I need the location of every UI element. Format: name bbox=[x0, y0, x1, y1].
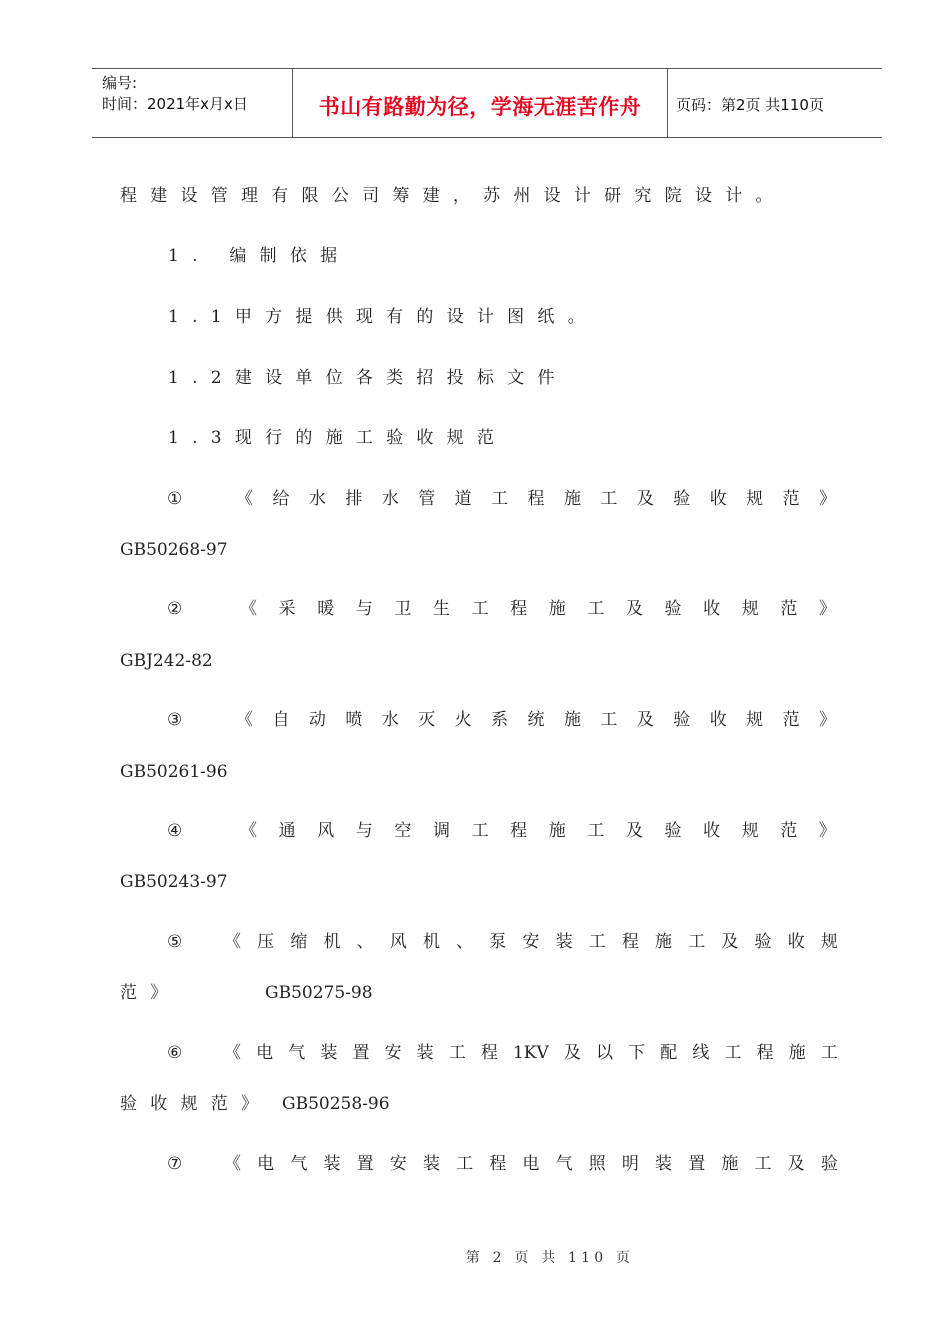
document-number-label: 编号: bbox=[102, 74, 138, 92]
list-marker: ⑦ bbox=[167, 1154, 183, 1174]
list-marker: ④ bbox=[167, 821, 183, 841]
text-char: 与 bbox=[355, 599, 373, 619]
text-char: 安 bbox=[522, 932, 540, 952]
text-char: 程 bbox=[756, 1043, 774, 1063]
text-char: 风 bbox=[317, 821, 335, 841]
text-char: 暖 bbox=[317, 599, 335, 619]
text-char: 明 bbox=[621, 1154, 639, 1174]
text-char: 火 bbox=[454, 710, 472, 730]
text-char: 缩 bbox=[290, 932, 308, 952]
text-char: 工 bbox=[448, 1043, 466, 1063]
page-footer bbox=[0, 1247, 950, 1267]
text-char: 置 bbox=[688, 1154, 706, 1174]
text-char: 排 bbox=[345, 489, 363, 509]
text-char: 《 bbox=[236, 489, 253, 509]
section-1-2: 1.2建设单位各类招投标文件 bbox=[168, 368, 568, 388]
text-char: 灭 bbox=[418, 710, 436, 730]
text-char: 装 bbox=[320, 1043, 338, 1063]
text-char: 收 bbox=[703, 821, 721, 841]
text-char: 与 bbox=[355, 821, 373, 841]
text-char: 工 bbox=[471, 599, 489, 619]
header-meta-cell bbox=[92, 69, 292, 137]
text-char: 《 bbox=[240, 599, 257, 619]
text-char: 、 bbox=[356, 932, 374, 952]
text-char: 置 bbox=[352, 1043, 370, 1063]
text-char: 《 bbox=[224, 932, 241, 952]
text-char: 生 bbox=[432, 599, 450, 619]
text-char: 程 bbox=[480, 1043, 498, 1063]
text-char: 采 bbox=[278, 599, 296, 619]
text-char: 施 bbox=[548, 599, 566, 619]
text-char: 规 bbox=[746, 489, 764, 509]
text-char: 程 bbox=[489, 1154, 507, 1174]
text-char: 工 bbox=[587, 599, 605, 619]
text-char: 验 bbox=[673, 489, 691, 509]
text-char: 泵 bbox=[489, 932, 507, 952]
text-char: 收 bbox=[709, 489, 727, 509]
text-char: 水 bbox=[308, 489, 326, 509]
text-char: 装 bbox=[323, 1154, 341, 1174]
text-char: 验 bbox=[664, 821, 682, 841]
text-char: 工 bbox=[820, 1043, 838, 1063]
text-char: 施 bbox=[563, 710, 581, 730]
text-char: 施 bbox=[548, 821, 566, 841]
text-char: 规 bbox=[820, 932, 838, 952]
text-char: 工 bbox=[600, 710, 618, 730]
list-item-text bbox=[240, 598, 836, 620]
list-marker: ⑤ bbox=[167, 932, 183, 952]
text-char: 施 bbox=[655, 932, 673, 952]
text-char: 工 bbox=[600, 489, 618, 509]
standard-code: GB50243-97 bbox=[120, 872, 228, 892]
standard-code: GB50258-96 bbox=[282, 1094, 390, 1114]
text-char: 程 bbox=[527, 489, 545, 509]
text-char: 系 bbox=[491, 710, 509, 730]
text-char: 装 bbox=[655, 1154, 673, 1174]
text-char: 及 bbox=[636, 710, 654, 730]
body-line-intro: 程建设管理有限公司筹建，苏州设计研究院设计。 bbox=[120, 186, 786, 206]
text-char: 装 bbox=[416, 1043, 434, 1063]
text-char: 安 bbox=[384, 1043, 402, 1063]
text-char: 及 bbox=[636, 489, 654, 509]
text-char: 动 bbox=[308, 710, 326, 730]
text-char: 装 bbox=[422, 1154, 440, 1174]
text-char: 电 bbox=[257, 1154, 275, 1174]
standard-code: GBJ242-82 bbox=[120, 651, 213, 671]
document-time-label: 时间：2021年x月x日 bbox=[102, 95, 248, 113]
text-char: 规 bbox=[746, 710, 764, 730]
text-char: 照 bbox=[588, 1154, 606, 1174]
text-char: 收 bbox=[709, 710, 727, 730]
list-marker: ⑥ bbox=[167, 1043, 183, 1063]
text-char: 机 bbox=[422, 932, 440, 952]
list-item-continuation: 验收规范》 bbox=[120, 1094, 272, 1114]
text-char: 卫 bbox=[394, 599, 412, 619]
text-char: 给 bbox=[272, 489, 290, 509]
text-char: 施 bbox=[788, 1043, 806, 1063]
list-marker: ② bbox=[167, 599, 183, 619]
text-char: 范 bbox=[780, 599, 798, 619]
text-char: 及 bbox=[721, 932, 739, 952]
list-marker: ① bbox=[167, 489, 183, 509]
section-heading-basis: 1. 编制依据 bbox=[168, 246, 351, 266]
text-char: 统 bbox=[527, 710, 545, 730]
text-char: 压 bbox=[257, 932, 275, 952]
standard-code: GB50261-96 bbox=[120, 762, 228, 782]
document-header bbox=[92, 68, 882, 138]
header-motto-cell bbox=[292, 69, 668, 137]
text-char: 《 bbox=[236, 710, 253, 730]
text-char: 工 bbox=[471, 821, 489, 841]
text-char: 风 bbox=[389, 932, 407, 952]
text-char: 收 bbox=[787, 932, 805, 952]
text-char: 管 bbox=[418, 489, 436, 509]
text-char: 及 bbox=[625, 821, 643, 841]
text-char: 《 bbox=[240, 821, 257, 841]
text-char: 程 bbox=[510, 821, 528, 841]
text-char: 置 bbox=[356, 1154, 374, 1174]
text-char: 装 bbox=[555, 932, 573, 952]
text-char: 工 bbox=[587, 821, 605, 841]
text-char: 及 bbox=[563, 1043, 581, 1063]
list-item-text bbox=[236, 709, 836, 731]
text-char: 及 bbox=[625, 599, 643, 619]
text-char: 道 bbox=[454, 489, 472, 509]
header-page-cell bbox=[666, 69, 882, 137]
text-char: 验 bbox=[673, 710, 691, 730]
list-item-text bbox=[236, 488, 836, 510]
text-char: 以 bbox=[596, 1043, 613, 1063]
text-char: 1KV bbox=[512, 1043, 549, 1063]
text-char: 气 bbox=[288, 1043, 306, 1063]
standard-code: GB50268-97 bbox=[120, 540, 228, 560]
standard-code: GB50275-98 bbox=[265, 983, 373, 1003]
text-char: 范 bbox=[782, 710, 800, 730]
text-char: 、 bbox=[456, 932, 474, 952]
text-char: 《 bbox=[224, 1043, 241, 1063]
text-char: 范 bbox=[780, 821, 798, 841]
text-char: 工 bbox=[588, 932, 606, 952]
text-char: 程 bbox=[621, 932, 639, 952]
list-item-text bbox=[224, 1042, 838, 1064]
text-char: 收 bbox=[703, 599, 721, 619]
list-item-text bbox=[224, 1153, 838, 1175]
text-char: 喷 bbox=[345, 710, 363, 730]
list-item-text bbox=[240, 820, 836, 842]
text-char: 工 bbox=[491, 489, 509, 509]
text-char: 工 bbox=[688, 932, 706, 952]
text-char: 》 bbox=[819, 489, 836, 509]
text-char: 程 bbox=[510, 599, 528, 619]
text-char: 验 bbox=[820, 1154, 838, 1174]
text-char: 调 bbox=[432, 821, 450, 841]
text-char: 气 bbox=[555, 1154, 573, 1174]
text-char: 水 bbox=[381, 489, 399, 509]
text-char: 工 bbox=[754, 1154, 772, 1174]
text-char: 规 bbox=[741, 599, 759, 619]
text-char: 配 bbox=[660, 1043, 678, 1063]
text-char: 》 bbox=[818, 821, 836, 841]
page-footer-text: 第 2 页 共 110 页 bbox=[465, 1250, 635, 1266]
text-char: 验 bbox=[664, 599, 682, 619]
text-char: 》 bbox=[819, 710, 836, 730]
text-char: 电 bbox=[256, 1043, 274, 1063]
text-char: 施 bbox=[721, 1154, 739, 1174]
text-char: 空 bbox=[394, 821, 412, 841]
text-char: 《 bbox=[224, 1154, 241, 1174]
text-char: 验 bbox=[754, 932, 772, 952]
list-item-text bbox=[224, 931, 838, 953]
text-char: 安 bbox=[389, 1154, 407, 1174]
text-char: 施 bbox=[563, 489, 581, 509]
list-marker: ③ bbox=[167, 710, 183, 730]
text-char: 水 bbox=[381, 710, 399, 730]
text-char: 线 bbox=[692, 1043, 710, 1063]
text-char: 自 bbox=[272, 710, 290, 730]
list-item-continuation: 范》 bbox=[120, 983, 181, 1003]
text-char: 机 bbox=[323, 932, 341, 952]
text-char: 工 bbox=[724, 1043, 742, 1063]
text-char: 气 bbox=[290, 1154, 308, 1174]
header-page-info: 页码：第2页 共110页 bbox=[676, 96, 824, 114]
text-char: 范 bbox=[782, 489, 800, 509]
text-char: 》 bbox=[818, 599, 836, 619]
text-char: 工 bbox=[456, 1154, 474, 1174]
header-motto: 书山有路勤为径，学海无涯苦作舟 bbox=[318, 95, 642, 119]
section-1-3: 1.3现行的施工验收规范 bbox=[168, 428, 508, 448]
text-char: 下 bbox=[628, 1043, 646, 1063]
text-char: 通 bbox=[278, 821, 296, 841]
section-1-1: 1.1甲方提供现有的设计图纸。 bbox=[168, 307, 598, 327]
text-char: 电 bbox=[522, 1154, 540, 1174]
text-char: 及 bbox=[787, 1154, 805, 1174]
text-char: 规 bbox=[741, 821, 759, 841]
